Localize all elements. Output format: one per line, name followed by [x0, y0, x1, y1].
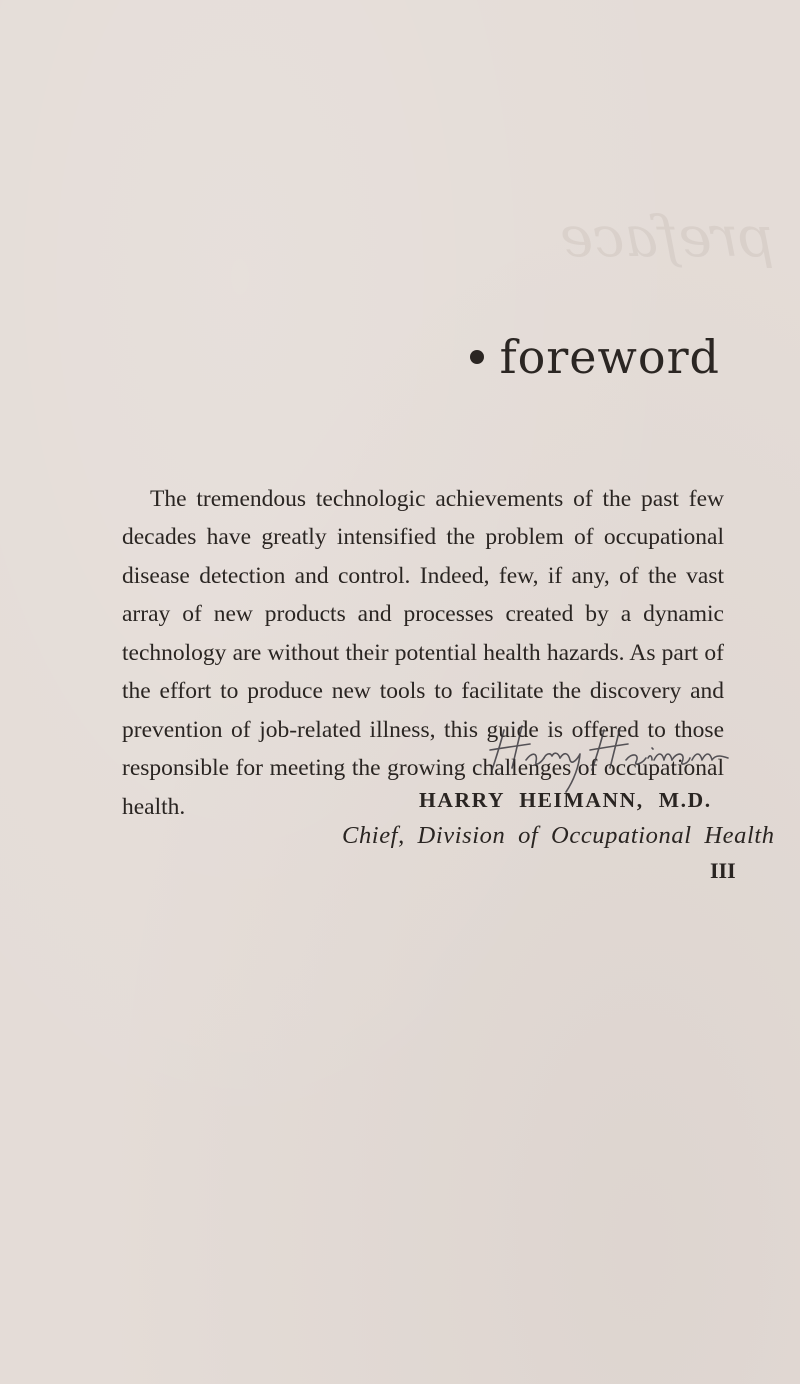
title-bullet-icon [470, 350, 484, 364]
handwritten-signature [482, 718, 782, 798]
author-name: HARRY HEIMANN, M.D. [419, 788, 712, 812]
show-through-text: preface [560, 205, 775, 270]
author-title: Chief, Division of Occupational Health [342, 822, 775, 849]
page-number: III [710, 858, 736, 883]
foreword-paragraph: The tremendous technologic achievements of the past few decades have greatly intensified the problem of occupational disease detection and control. Indeed, few, if any, of the vast array of new products and processes created by a dynamic technology are without their potential health hazards. As part of the effort to produce new tools to facilitate the discovery and prevention of job-related illness, this guide is offered to those responsible for meeting the growing challenges of occupational health. [122, 485, 724, 820]
page-title [0, 330, 720, 384]
title-text: foreword [499, 330, 720, 384]
